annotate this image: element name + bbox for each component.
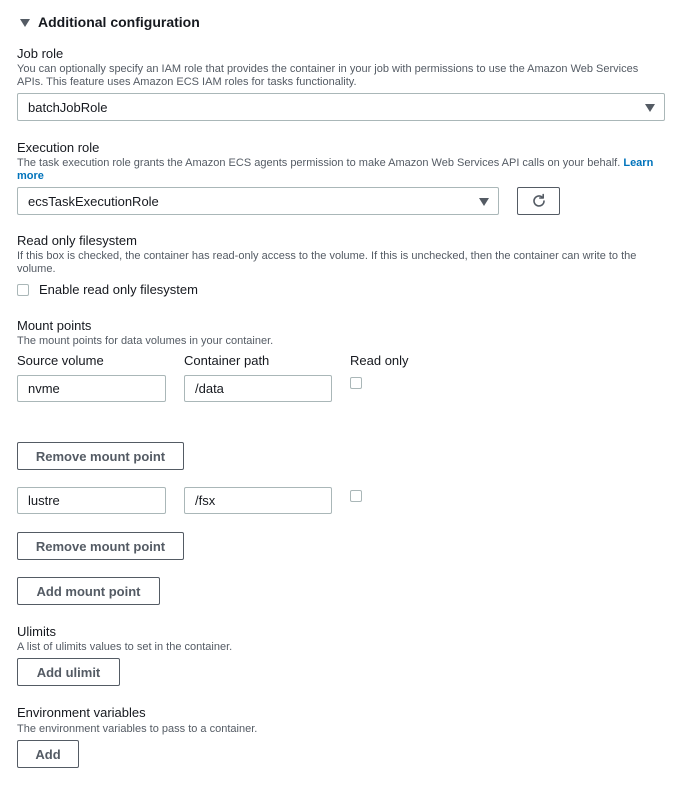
add-ulimit-button[interactable]: Add ulimit: [17, 658, 120, 686]
source-volume-input[interactable]: lustre: [17, 487, 166, 514]
mount-read-only-checkbox[interactable]: [350, 377, 362, 389]
read-only-fs-label: Read only filesystem: [17, 233, 137, 248]
additional-configuration-toggle[interactable]: [20, 12, 200, 32]
refresh-icon: [531, 193, 547, 209]
execution-role-select[interactable]: [17, 187, 499, 215]
job-role-value: batchJobRole: [28, 99, 108, 115]
caret-down-icon: [20, 19, 30, 27]
read-only-fs-description: If this box is checked, the container has read-only access to the volume. If this is unchecked, then the container can write to the volume.: [17, 250, 637, 275]
ulimits-description: A list of ulimits values to set in the container.: [17, 641, 233, 653]
job-role-description: You can optionally specify an IAM role that provides the container in your job with permissions to use the Amazon Web Services APIs. This feature uses Amazon ECS IAM roles for tasks functionality.: [17, 63, 639, 88]
read-only-fs-checkbox-label[interactable]: Enable read only filesystem: [39, 282, 198, 297]
mount-points-label: Mount points: [17, 318, 92, 333]
remove-mount-point-button[interactable]: Remove mount point: [17, 532, 184, 560]
container-path-header: Container path: [184, 353, 270, 368]
mount-read-only-checkbox[interactable]: [350, 490, 362, 502]
section-title: Additional configuration: [38, 14, 200, 30]
env-vars-label: Environment variables: [17, 705, 146, 720]
execution-role-value: ecsTaskExecutionRole: [28, 193, 159, 209]
read-only-fs-checkbox[interactable]: [17, 284, 29, 296]
execution-role-description: The task execution role grants the Amazon ECS agents permission to make Amazon Web Services API calls on your behalf. Learn more: [17, 157, 654, 182]
add-mount-point-button[interactable]: Add mount point: [17, 577, 160, 605]
source-volume-header: Source volume: [17, 353, 104, 368]
job-role-select[interactable]: [17, 93, 665, 121]
execution-role-label: Execution role: [17, 140, 100, 155]
refresh-button[interactable]: [517, 187, 560, 215]
container-path-input[interactable]: /data: [184, 375, 332, 402]
caret-down-icon: [479, 198, 489, 206]
caret-down-icon: [645, 104, 655, 112]
remove-mount-point-button[interactable]: Remove mount point: [17, 442, 184, 470]
learn-more-link[interactable]: Learn more: [17, 157, 654, 182]
ulimits-label: Ulimits: [17, 624, 56, 639]
read-only-header: Read only: [350, 353, 409, 368]
container-path-input[interactable]: /fsx: [184, 487, 332, 514]
job-role-label: Job role: [17, 46, 64, 61]
add-env-var-button[interactable]: Add: [17, 740, 79, 768]
env-vars-description: The environment variables to pass to a container.: [17, 723, 258, 735]
source-volume-input[interactable]: nvme: [17, 375, 166, 402]
mount-points-description: The mount points for data volumes in your container.: [17, 335, 274, 347]
